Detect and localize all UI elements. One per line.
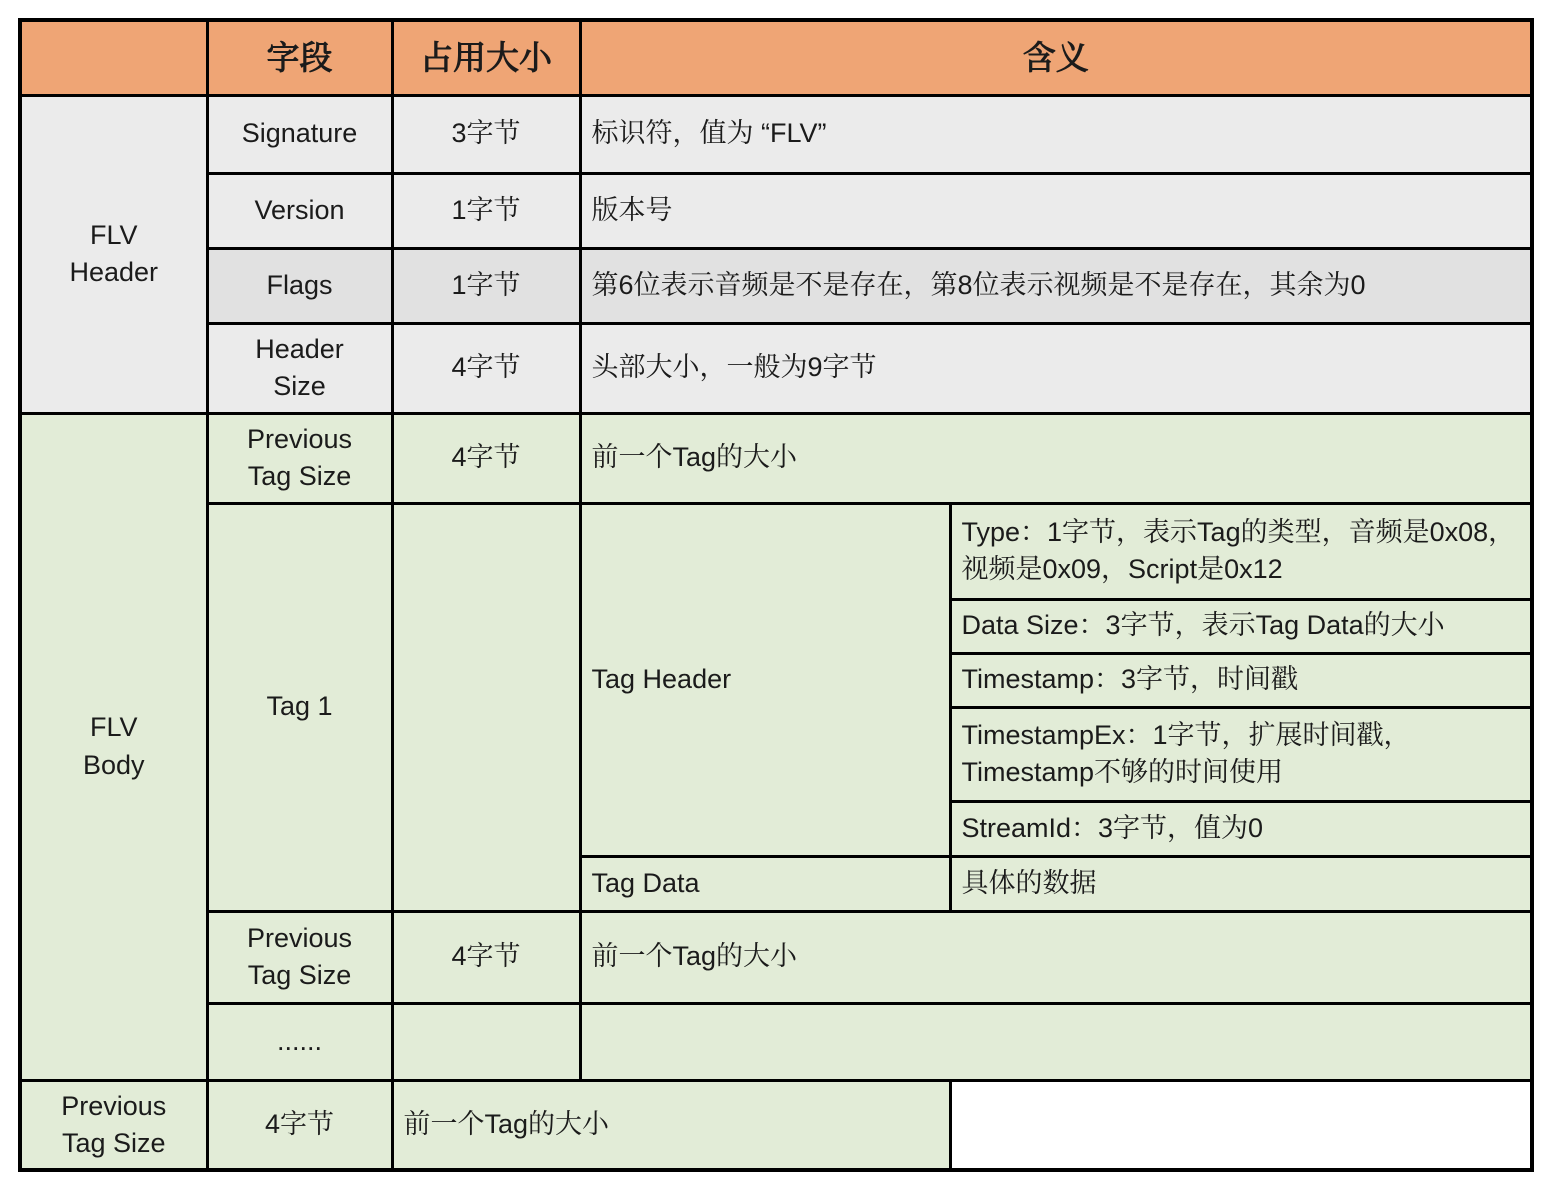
header-cell-meaning: 含义 xyxy=(580,20,1532,95)
field-header-size xyxy=(207,323,392,413)
field-prev-tag-size-3-label: Previous Tag Size xyxy=(61,1090,167,1158)
table-header-row xyxy=(20,20,1532,95)
field-tag1: Tag 1 xyxy=(207,503,392,911)
tag-header-cell: Tag Header xyxy=(580,503,950,856)
size-version: 1字节 xyxy=(392,173,580,248)
meaning-prev-tag-size-3: 前一个Tag的大小 xyxy=(392,1080,950,1170)
size-ellipsis-empty xyxy=(392,1003,580,1080)
row-version xyxy=(20,173,1532,248)
field-prev-tag-size-2-label: Previous Tag Size xyxy=(246,922,353,990)
meaning-header-size: 头部大小，一般为9字节 xyxy=(580,323,1532,413)
meaning-prev-tag-size-1: 前一个Tag的大小 xyxy=(580,413,1532,503)
field-prev-tag-size-1-label: Previous Tag Size xyxy=(246,423,353,491)
field-prev-tag-size-1 xyxy=(207,413,392,503)
row-signature xyxy=(20,95,1532,173)
row-ellipsis xyxy=(20,1003,1532,1080)
header-cell-section xyxy=(20,20,207,95)
meaning-flags: 第6位表示音频是不是存在，第8位表示视频是不是存在，其余为0 xyxy=(580,248,1532,323)
row-flags xyxy=(20,248,1532,323)
row-prev-tag-size-2 xyxy=(20,911,1532,1003)
meaning-ellipsis-empty xyxy=(580,1003,1532,1080)
meaning-prev-tag-size-2: 前一个Tag的大小 xyxy=(580,911,1532,1003)
size-signature: 3字节 xyxy=(392,95,580,173)
header-cell-field: 字段 xyxy=(207,20,392,95)
field-ellipsis: ...... xyxy=(207,1003,392,1080)
field-prev-tag-size-3 xyxy=(20,1080,207,1170)
row-prev-tag-size-1 xyxy=(20,413,1532,503)
section-flv-header xyxy=(20,95,207,413)
row-tag-type xyxy=(20,503,1532,599)
section-flv-header-label: FLV Header xyxy=(69,219,159,287)
detail-stream-id: StreamId：3字节，值为0 xyxy=(950,801,1532,856)
field-header-size-label: Header Size xyxy=(255,333,344,401)
flv-format-table xyxy=(18,18,1534,1172)
meaning-signature: 标识符，值为 “FLV” xyxy=(580,95,1532,173)
field-version: Version xyxy=(207,173,392,248)
detail-timestamp: Timestamp：3字节，时间戳 xyxy=(950,653,1532,707)
meaning-tag-data: 具体的数据 xyxy=(950,856,1532,911)
size-tag1-empty xyxy=(392,503,580,911)
field-prev-tag-size-2 xyxy=(207,911,392,1003)
size-flags: 1字节 xyxy=(392,248,580,323)
size-header-size: 4字节 xyxy=(392,323,580,413)
section-flv-body xyxy=(20,413,207,1080)
row-header-size xyxy=(20,323,1532,413)
section-flv-body-label: FLV Body xyxy=(82,712,145,780)
meaning-version: 版本号 xyxy=(580,173,1532,248)
field-signature: Signature xyxy=(207,95,392,173)
detail-type: Type：1字节，表示Tag的类型，音频是0x08，视频是0x09，Script是0x12 xyxy=(950,503,1532,599)
detail-data-size: Data Size：3字节，表示Tag Data的大小 xyxy=(950,599,1532,653)
row-prev-tag-size-3 xyxy=(20,1080,1532,1170)
size-prev-tag-size-2: 4字节 xyxy=(392,911,580,1003)
size-prev-tag-size-1: 4字节 xyxy=(392,413,580,503)
detail-timestamp-ex: TimestampEx：1字节，扩展时间戳，Timestamp不够的时间使用 xyxy=(950,707,1532,801)
size-prev-tag-size-3: 4字节 xyxy=(207,1080,392,1170)
header-cell-size: 占用大小 xyxy=(392,20,580,95)
tag-data-cell: Tag Data xyxy=(580,856,950,911)
field-flags: Flags xyxy=(207,248,392,323)
